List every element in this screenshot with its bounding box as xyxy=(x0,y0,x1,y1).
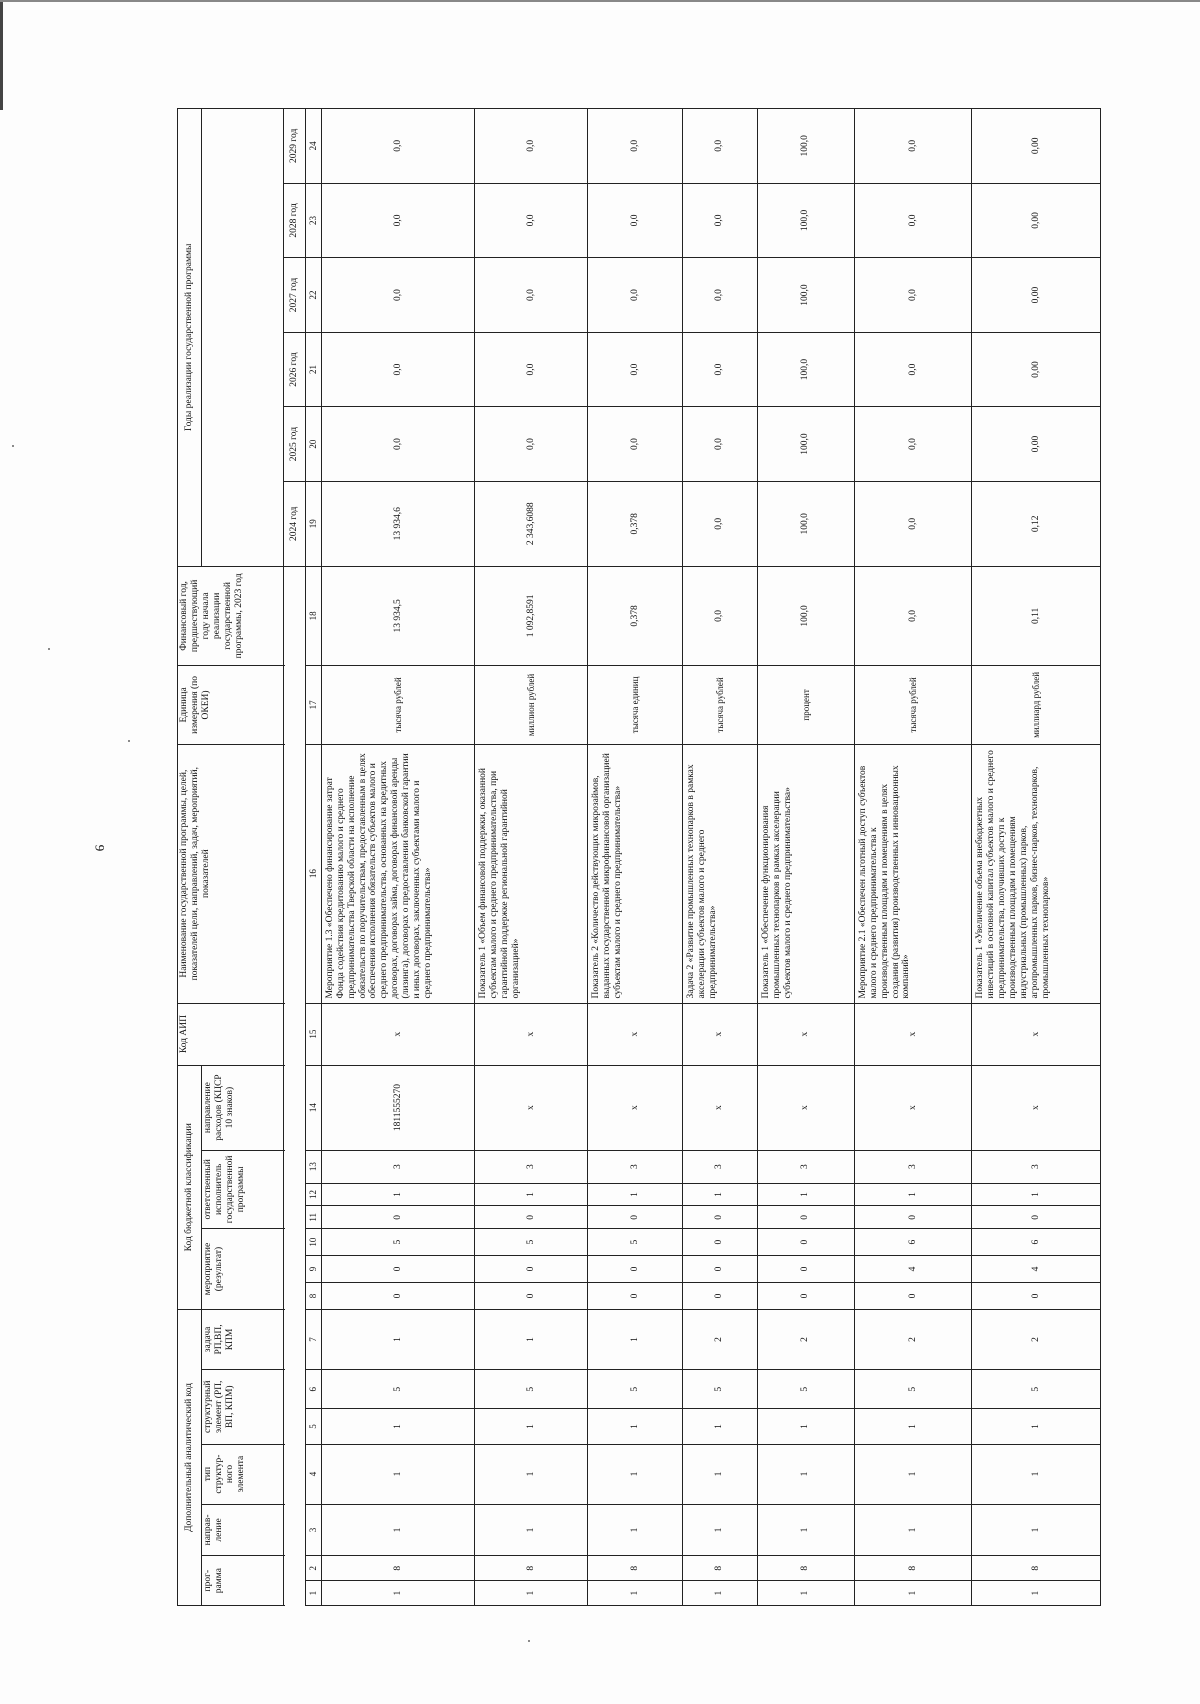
scan-dot xyxy=(12,445,14,447)
code-cell: 1 xyxy=(683,1444,758,1504)
column-number: 1 xyxy=(306,1581,322,1606)
column-number: 11 xyxy=(306,1206,322,1229)
code-cell: 1 xyxy=(854,1504,971,1556)
year-value: 0,0 xyxy=(475,109,588,184)
base-year-value: 0,0 xyxy=(854,566,971,665)
unit-cell: тысяча рублей xyxy=(321,666,475,745)
aip-code-cell: х xyxy=(757,1003,854,1065)
name-cell: Мероприятие 2.1 «Обеспечен льготный доступ субъектов малого и среднего предпринимательства к производственным площадям и помещениям в целях создания (развития) производственных и инновационных компаний» xyxy=(854,744,971,1003)
code-cell: 1 xyxy=(475,1444,588,1504)
year-value: 0,0 xyxy=(854,258,971,333)
code-cell: 5 xyxy=(854,1370,971,1409)
code-cell: 0 xyxy=(972,1206,1101,1229)
code-cell: 8 xyxy=(683,1556,758,1581)
code-cell: 5 xyxy=(475,1370,588,1409)
code-cell: 4 xyxy=(854,1256,971,1283)
aip-code-cell: х xyxy=(854,1003,971,1065)
code-cell: 1 xyxy=(972,1504,1101,1556)
year-value: 100,0 xyxy=(757,407,854,482)
header-direction: направ-ление xyxy=(202,1504,284,1556)
year-value: 0,0 xyxy=(683,258,758,333)
code-cell: 8 xyxy=(588,1556,683,1581)
table-row xyxy=(321,109,475,1606)
code-cell: 1 xyxy=(588,1183,683,1206)
code-cell: 1 xyxy=(588,1504,683,1556)
code-cell: 6 xyxy=(972,1229,1101,1256)
code-cell: 0 xyxy=(972,1283,1101,1310)
column-number: 3 xyxy=(306,1504,322,1556)
expense-code-cell: х xyxy=(972,1065,1101,1150)
header-year: 2028 год xyxy=(284,183,306,258)
code-cell: 1 xyxy=(588,1409,683,1444)
year-value: 0,0 xyxy=(683,407,758,482)
code-cell: 1 xyxy=(321,1581,475,1606)
code-cell: 1 xyxy=(757,1183,854,1206)
code-cell: 0 xyxy=(683,1206,758,1229)
code-cell: 1 xyxy=(972,1581,1101,1606)
code-cell: 5 xyxy=(321,1370,475,1409)
unit-cell: тысяча рублей xyxy=(854,666,971,745)
code-cell: 1 xyxy=(475,1409,588,1444)
year-value: 0,0 xyxy=(854,183,971,258)
expense-code-cell: х xyxy=(475,1065,588,1150)
year-value: 0,378 xyxy=(588,481,683,566)
year-value: 100,0 xyxy=(757,109,854,184)
code-cell: 0 xyxy=(683,1229,758,1256)
code-cell: 3 xyxy=(475,1150,588,1183)
column-number: 2 xyxy=(306,1556,322,1581)
base-year-value: 0,0 xyxy=(683,566,758,665)
code-cell: 3 xyxy=(972,1150,1101,1183)
year-value: 0,0 xyxy=(475,332,588,407)
code-cell: 1 xyxy=(854,1183,971,1206)
year-value: 0,0 xyxy=(321,183,475,258)
expense-code-cell: х xyxy=(854,1065,971,1150)
code-cell: 1 xyxy=(475,1581,588,1606)
code-cell: 0 xyxy=(588,1256,683,1283)
column-number: 12 xyxy=(306,1183,322,1206)
code-cell: 2 xyxy=(683,1309,758,1369)
base-year-value: 0,378 xyxy=(588,566,683,665)
code-cell: 1 xyxy=(683,1409,758,1444)
column-number: 6 xyxy=(306,1370,322,1409)
table-row xyxy=(475,109,588,1606)
year-value: 0,0 xyxy=(854,407,971,482)
code-cell: 1 xyxy=(321,1183,475,1206)
base-year-value: 0,11 xyxy=(972,566,1101,665)
table-row xyxy=(588,109,683,1606)
column-number: 9 xyxy=(306,1256,322,1283)
code-cell: 1 xyxy=(972,1409,1101,1444)
code-cell: 1 xyxy=(683,1504,758,1556)
header-unit: Единица измерения (по ОКЕИ) xyxy=(178,666,284,745)
column-number: 15 xyxy=(306,1003,322,1065)
code-cell: 1 xyxy=(475,1183,588,1206)
unit-cell: процент xyxy=(757,666,854,745)
code-cell: 1 xyxy=(854,1409,971,1444)
code-cell: 6 xyxy=(854,1229,971,1256)
code-cell: 0 xyxy=(854,1283,971,1310)
column-number: 19 xyxy=(306,481,322,566)
code-cell: 1 xyxy=(321,1409,475,1444)
header-executor: ответственный исполнитель государственной программы xyxy=(202,1150,284,1229)
name-cell: Показатель 1 «Объем финансовой поддержки, оказанной субъектам малого и среднего предпринимательства, при гарантийной поддержке региональной гарантийной организацией» xyxy=(475,744,588,1003)
base-year-value: 1 092,8591 xyxy=(475,566,588,665)
header-type: тип структур-ного элемента xyxy=(202,1444,284,1504)
column-number: 18 xyxy=(306,566,322,665)
code-cell: 1 xyxy=(588,1444,683,1504)
header-year: 2026 год xyxy=(284,332,306,407)
code-cell: 3 xyxy=(854,1150,971,1183)
code-cell: 0 xyxy=(475,1283,588,1310)
code-cell: 1 xyxy=(972,1183,1101,1206)
year-value: 0,0 xyxy=(321,109,475,184)
year-value: 0,0 xyxy=(588,109,683,184)
code-cell: 1 xyxy=(683,1581,758,1606)
code-cell: 0 xyxy=(757,1206,854,1229)
header-task: задача РП,ВП, КПМ xyxy=(202,1309,284,1369)
code-cell: 5 xyxy=(588,1229,683,1256)
code-cell: 1 xyxy=(475,1309,588,1369)
code-cell: 0 xyxy=(321,1206,475,1229)
code-cell: 1 xyxy=(757,1581,854,1606)
code-cell: 1 xyxy=(854,1581,971,1606)
name-cell: Показатель 1 «Увеличение объема внебюджетных инвестиций в основной капитал субъектов малого и среднего предпринимательства, получивших доступ к производственным площадям и помещениям индустриальных (промышленных) парков, агропромышленных парков, бизнес-парков, технопарков, промышленных технопарков» xyxy=(972,744,1101,1003)
scan-dot xyxy=(128,740,130,742)
aip-code-cell: х xyxy=(475,1003,588,1065)
code-cell: 3 xyxy=(757,1150,854,1183)
column-number: 13 xyxy=(306,1150,322,1183)
year-value: 0,0 xyxy=(683,332,758,407)
code-cell: 1 xyxy=(854,1444,971,1504)
year-value: 2 343,6088 xyxy=(475,481,588,566)
column-number: 17 xyxy=(306,666,322,745)
header-year: 2025 год xyxy=(284,407,306,482)
table-row xyxy=(854,109,971,1606)
scan-border-left xyxy=(0,0,3,110)
header-year: 2027 год xyxy=(284,258,306,333)
aip-code-cell: х xyxy=(683,1003,758,1065)
unit-cell: тысяча единиц xyxy=(588,666,683,745)
code-cell: 8 xyxy=(757,1556,854,1581)
code-cell: 0 xyxy=(321,1256,475,1283)
code-cell: 5 xyxy=(475,1229,588,1256)
year-value: 0,0 xyxy=(683,183,758,258)
expense-code-cell: х xyxy=(588,1065,683,1150)
code-cell: 1 xyxy=(757,1504,854,1556)
column-number: 24 xyxy=(306,109,322,184)
column-number: 14 xyxy=(306,1065,322,1150)
year-value: 0,12 xyxy=(972,481,1101,566)
column-number: 5 xyxy=(306,1409,322,1444)
expense-code-cell: 1811555270 xyxy=(321,1065,475,1150)
expense-code-cell: х xyxy=(757,1065,854,1150)
aip-code-cell: х xyxy=(972,1003,1101,1065)
table-row xyxy=(972,109,1101,1606)
header-left-spacer xyxy=(284,566,306,1605)
year-value: 0,0 xyxy=(588,258,683,333)
year-value: 100,0 xyxy=(757,481,854,566)
code-cell: 0 xyxy=(757,1229,854,1256)
base-year-value: 100,0 xyxy=(757,566,854,665)
name-cell: Показатель 1 «Обеспечение функционирования промышленных технопарков в рамках акселерации субъектов малого и среднего предпринимательства» xyxy=(757,744,854,1003)
code-cell: 0 xyxy=(683,1256,758,1283)
year-value: 0,0 xyxy=(475,258,588,333)
table-wrapper xyxy=(177,108,1101,1606)
year-value: 0,00 xyxy=(972,407,1101,482)
expense-code-cell: х xyxy=(683,1065,758,1150)
name-cell: Показатель 2 «Количество действующих микрозаймов, выданных государственной микрофинансовой организацией субъектам малого и среднего предпринимательства» xyxy=(588,744,683,1003)
column-number: 23 xyxy=(306,183,322,258)
code-cell: 1 xyxy=(475,1504,588,1556)
year-value: 0,0 xyxy=(854,481,971,566)
year-value: 0,0 xyxy=(321,407,475,482)
header-name: Наименование государственной программы, целей, показателей цели, направлений, задач, мероприятий, показателей xyxy=(178,744,284,1003)
code-cell: 3 xyxy=(321,1150,475,1183)
header-measure: мероприятие (результат) xyxy=(202,1229,284,1310)
column-number: 10 xyxy=(306,1229,322,1256)
code-cell: 0 xyxy=(475,1256,588,1283)
column-number: 4 xyxy=(306,1444,322,1504)
code-cell: 0 xyxy=(475,1206,588,1229)
year-value: 0,0 xyxy=(854,332,971,407)
code-cell: 1 xyxy=(972,1444,1101,1504)
header-struct-el: структурный элемент (РП, ВП, КПМ) xyxy=(202,1370,284,1445)
year-value: 0,00 xyxy=(972,109,1101,184)
header-expense: направление расходов (КЦСР 10 знаков) xyxy=(202,1065,284,1150)
year-value: 0,0 xyxy=(588,332,683,407)
header-year: 2024 год xyxy=(284,481,306,566)
code-cell: 1 xyxy=(321,1444,475,1504)
code-cell: 0 xyxy=(757,1256,854,1283)
year-value: 0,0 xyxy=(854,109,971,184)
code-cell: 0 xyxy=(757,1283,854,1310)
aip-code-cell: х xyxy=(321,1003,475,1065)
code-cell: 1 xyxy=(588,1581,683,1606)
table-body xyxy=(306,109,1101,1606)
column-number: 16 xyxy=(306,744,322,1003)
code-cell: 1 xyxy=(588,1309,683,1369)
unit-cell: тысяча рублей xyxy=(683,666,758,745)
aip-code-cell: х xyxy=(588,1003,683,1065)
name-cell: Мероприятие 1.3 «Обеспечено финансирование затрат Фонда содействия кредитованию малого и среднего предпринимательства Тверской области на исполнение обязательств по поручительствам, предоставленным в целях обеспечения исполнения обязательств субъектов малого и среднего предпринимательства, основанных на кредитных договорах, договорах займа, договорах финансовой аренды (лизинга), договорах о предоставлении банковской гарантии и иных договорах, заключенных субъектами малого и среднего предпринимательства» xyxy=(321,744,475,1003)
code-cell: 5 xyxy=(321,1229,475,1256)
program-table xyxy=(177,108,1101,1606)
header-year: 2029 год xyxy=(284,109,306,184)
table-row xyxy=(757,109,854,1606)
year-value: 0,00 xyxy=(972,183,1101,258)
code-cell: 1 xyxy=(321,1504,475,1556)
unit-cell: миллиард рублей xyxy=(972,666,1101,745)
year-value: 0,0 xyxy=(321,258,475,333)
code-cell: 1 xyxy=(321,1309,475,1369)
year-value: 100,0 xyxy=(757,258,854,333)
column-number: 8 xyxy=(306,1283,322,1310)
code-cell: 5 xyxy=(972,1370,1101,1409)
code-cell: 4 xyxy=(972,1256,1101,1283)
scan-border-top xyxy=(0,0,1200,2)
column-number: 21 xyxy=(306,332,322,407)
year-value: 0,0 xyxy=(475,407,588,482)
code-cell: 1 xyxy=(757,1444,854,1504)
header-program: прог-рамма xyxy=(202,1556,284,1606)
code-cell: 5 xyxy=(588,1370,683,1409)
header-years-group: Годы реализации государственной программы xyxy=(178,109,202,567)
scan-dot xyxy=(48,648,50,650)
code-cell: 0 xyxy=(588,1283,683,1310)
code-cell: 8 xyxy=(475,1556,588,1581)
code-cell: 1 xyxy=(683,1183,758,1206)
header-aip-code: Код АИП xyxy=(178,1003,284,1065)
year-value: 0,0 xyxy=(475,183,588,258)
name-cell: Задача 2 «Развитие промышленных технопарков в рамках акселерации субъектов малого и среднего предпринимательства» xyxy=(683,744,758,1003)
year-value: 100,0 xyxy=(757,183,854,258)
column-number-row xyxy=(306,109,322,1606)
scan-dot xyxy=(528,1640,530,1642)
year-value: 0,0 xyxy=(588,407,683,482)
year-value: 0,00 xyxy=(972,258,1101,333)
header-budget-code: Код бюджетной классификации xyxy=(178,1065,202,1309)
column-number: 20 xyxy=(306,407,322,482)
code-cell: 0 xyxy=(321,1283,475,1310)
code-cell: 3 xyxy=(683,1150,758,1183)
year-value: 0,0 xyxy=(683,109,758,184)
code-cell: 5 xyxy=(757,1370,854,1409)
code-cell: 8 xyxy=(854,1556,971,1581)
code-cell: 3 xyxy=(588,1150,683,1183)
year-value: 100,0 xyxy=(757,332,854,407)
year-value: 0,0 xyxy=(321,332,475,407)
code-cell: 0 xyxy=(854,1206,971,1229)
code-cell: 0 xyxy=(588,1206,683,1229)
code-cell: 8 xyxy=(972,1556,1101,1581)
header-additional-code: Дополнительный аналитический код xyxy=(178,1309,202,1605)
page-number: 9 xyxy=(92,844,108,852)
column-number: 7 xyxy=(306,1309,322,1369)
header-years-spacer xyxy=(202,109,284,567)
code-cell: 2 xyxy=(757,1309,854,1369)
base-year-value: 13 934,5 xyxy=(321,566,475,665)
code-cell: 2 xyxy=(972,1309,1101,1369)
year-value: 0,0 xyxy=(683,481,758,566)
year-value: 0,00 xyxy=(972,332,1101,407)
code-cell: 0 xyxy=(683,1283,758,1310)
header-fin-year: Финансовый год, предшествующий году начала реализации государственной программы, 2023 год xyxy=(178,566,284,665)
table-row xyxy=(683,109,758,1606)
code-cell: 2 xyxy=(854,1309,971,1369)
year-value: 0,0 xyxy=(588,183,683,258)
unit-cell: миллион рублей xyxy=(475,666,588,745)
column-number: 22 xyxy=(306,258,322,333)
year-value: 13 934,6 xyxy=(321,481,475,566)
code-cell: 5 xyxy=(683,1370,758,1409)
code-cell: 1 xyxy=(757,1409,854,1444)
code-cell: 8 xyxy=(321,1556,475,1581)
